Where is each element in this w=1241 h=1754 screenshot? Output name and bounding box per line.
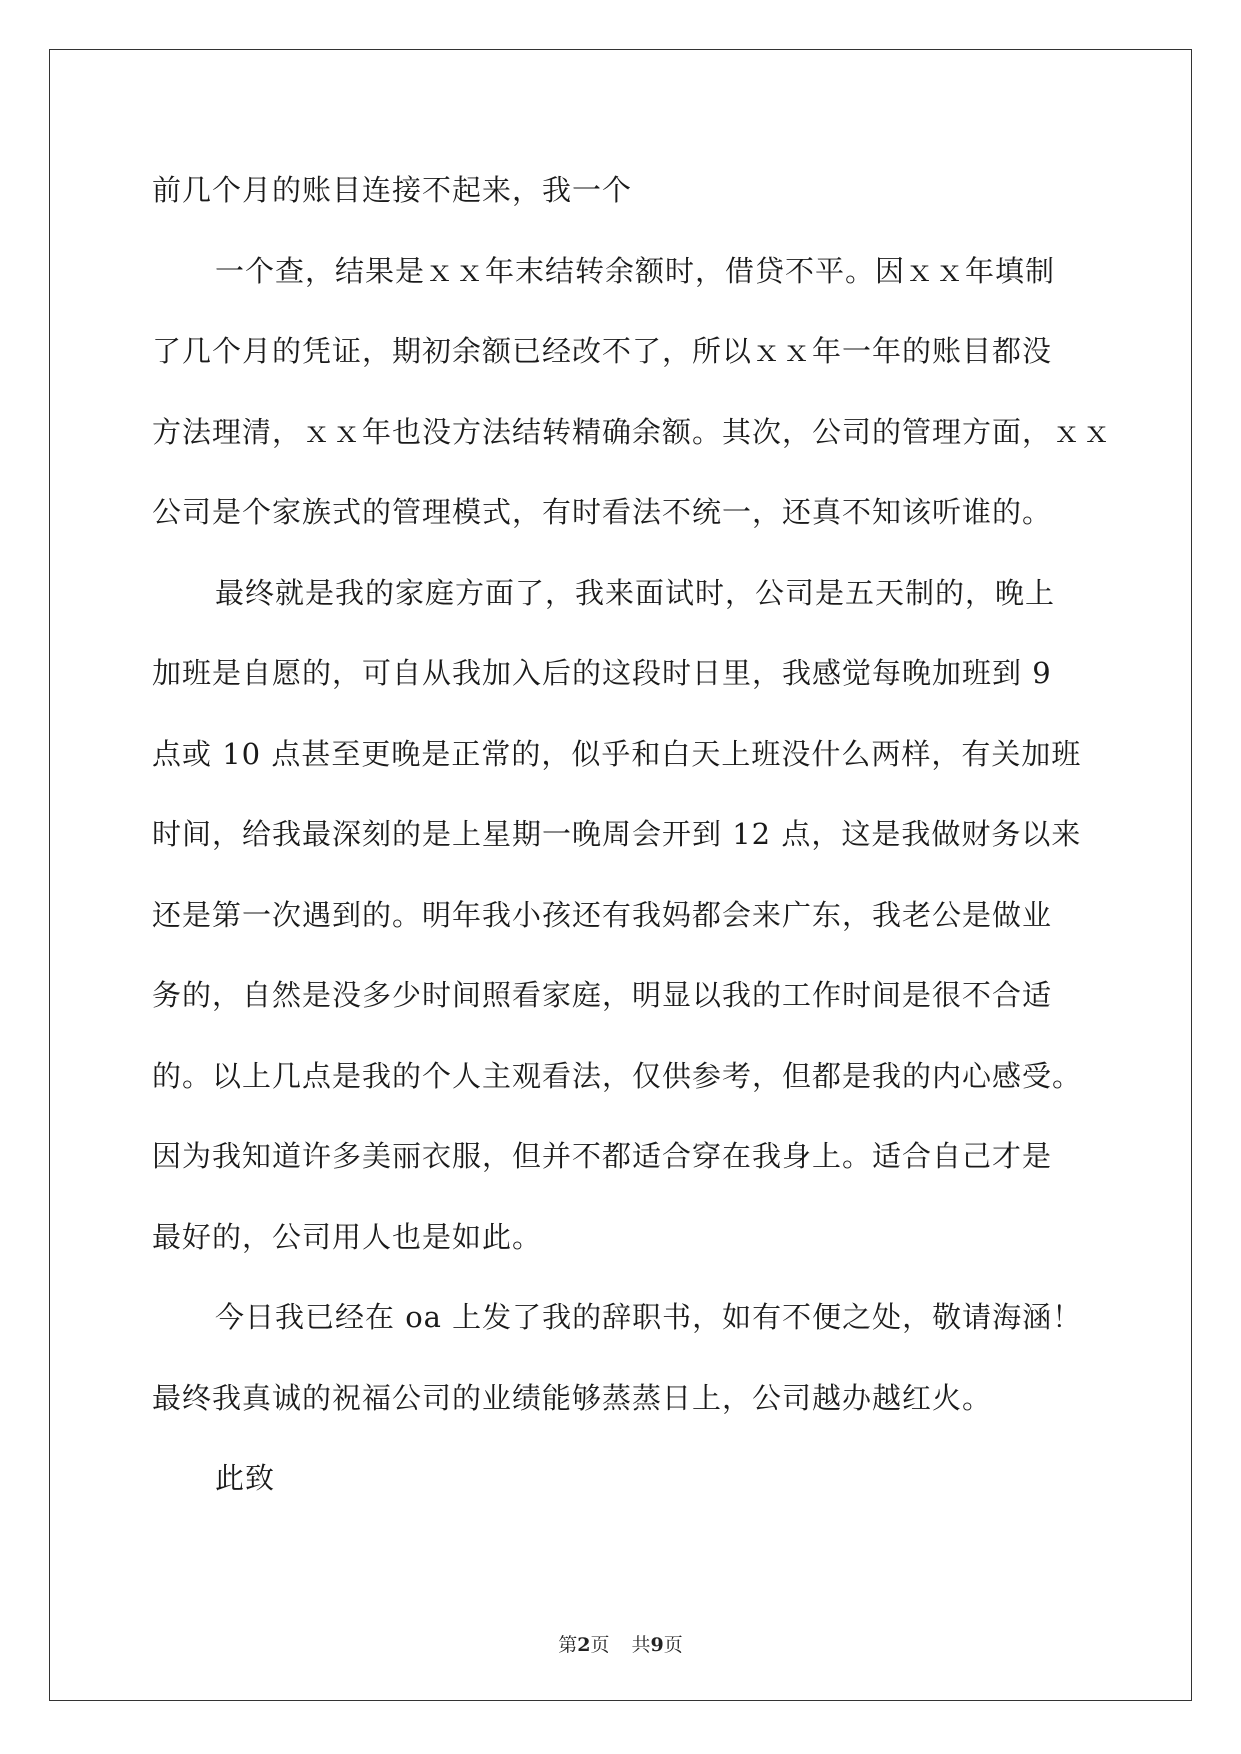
text-line: 还是第一次遇到的。明年我小孩还有我妈都会来广东，我老公是做业	[152, 897, 1053, 932]
text-line: 时间，给我最深刻的是上星期一晚周会开到 12 点，这是我做财务以来	[152, 817, 1082, 851]
text-line: 最好的，公司用人也是如此。	[152, 1219, 543, 1254]
text-line: 今日我已经在 oa 上发了我的辞职书，如有不便之处，敬请海涵！	[215, 1300, 1083, 1334]
text-line: 方法理清，ｘｘ年也没方法结转精确余额。其次，公司的管理方面，ｘｘ	[152, 414, 1113, 449]
text-line: 的。以上几点是我的个人主观看法，仅供参考，但都是我的内心感受。	[152, 1058, 1083, 1093]
text-line: 了几个月的凭证，期初余额已经改不了，所以ｘｘ年一年的账目都没	[152, 334, 1053, 368]
text-line: 最终就是我的家庭方面了，我来面试时，公司是五天制的，晚上	[215, 575, 1056, 610]
footer-page-prefix: 第	[558, 1634, 578, 1656]
text-line: 公司是个家族式的管理模式，有时看法不统一，还真不知该听谁的。	[152, 495, 1053, 529]
text-line: 加班是自愿的，可自从我加入后的这段时日里，我感觉每晚加班到 9	[152, 656, 1052, 690]
page-footer	[0, 1630, 1241, 1657]
text-line: 点或 10 点甚至更晚是正常的，似乎和白天上班没什么两样，有关加班	[152, 736, 1082, 771]
footer-total-suffix: 页	[663, 1634, 683, 1656]
text-line: 此致	[215, 1461, 276, 1495]
document-body	[152, 162, 1113, 1531]
text-line: 因为我知道许多美丽衣服，但并不都适合穿在我身上。适合自己才是	[152, 1139, 1053, 1173]
footer-page-current: 2	[577, 1634, 591, 1656]
footer-page-total: 9	[650, 1634, 664, 1656]
text-line: 前几个月的账目连接不起来，我一个	[152, 173, 633, 207]
text-line: 最终我真诚的祝福公司的业绩能够蒸蒸日上，公司越办越红火。	[152, 1380, 993, 1415]
footer-page-mid: 页	[590, 1634, 610, 1656]
text-line: 一个查，结果是ｘｘ年末结转余额时，借贷不平。因ｘｘ年填制	[215, 253, 1056, 288]
footer-total-prefix: 共	[631, 1634, 651, 1656]
text-line: 务的，自然是没多少时间照看家庭，明显以我的工作时间是很不合适	[152, 978, 1053, 1012]
